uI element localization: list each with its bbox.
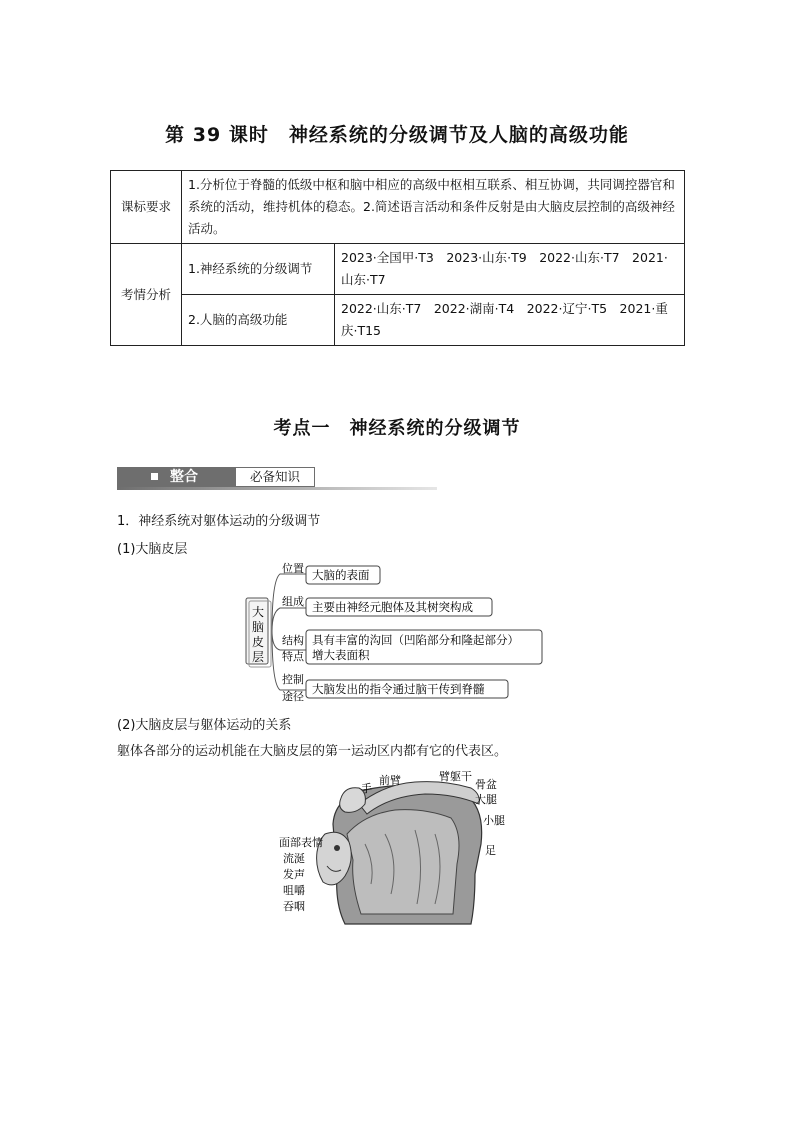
- paragraph: 躯体各部分的运动机能在大脑皮层的第一运动区内都有它的代表区。: [117, 744, 508, 759]
- label-drool: 流涎: [283, 852, 305, 865]
- banner-main: [117, 467, 235, 487]
- branch-label-control-2: 途径: [282, 690, 304, 702]
- exam-label: 考情分析: [111, 244, 182, 346]
- requirements-table: [110, 170, 685, 346]
- exam-refs-1: 2023·全国甲·T3 2023·山东·T9 2022·山东·T7 2021·山东·T7: [335, 244, 685, 295]
- exam-topic-1: 1.神经系统的分级调节: [182, 244, 335, 295]
- branch-content-position: 大脑的表面: [312, 568, 370, 582]
- root-char-1: 大: [251, 605, 265, 619]
- cortex-tree-diagram: [240, 560, 560, 702]
- label-hand: 手: [361, 782, 372, 795]
- branch-content-control: 大脑发出的指令通过脑干传到脊髓: [312, 682, 485, 696]
- banner-sub: 必备知识: [235, 467, 315, 487]
- branch-label-structure-1: 结构: [282, 634, 304, 647]
- root-char-4: 层: [251, 650, 265, 664]
- square-icon: [151, 473, 158, 480]
- branch-content-composition: 主要由神经元胞体及其树突构成: [312, 600, 473, 614]
- label-pelvis: 骨盆: [475, 778, 497, 791]
- label-voice: 发声: [283, 868, 305, 881]
- branch-content-structure-2: 增大表面积: [312, 648, 370, 662]
- banner-main-label: 整合: [170, 469, 198, 485]
- label-chew: 咀嚼: [283, 884, 305, 897]
- curriculum-text: 1.分析位于脊髓的低级中枢和脑中相应的高级中枢相互联系、相互协调，共同调控器官和系统的活动，维持机体的稳态。2.简述语言活动和条件反射是由大脑皮层控制的高级神经活动。: [182, 171, 685, 244]
- label-arm-trunk: 臂躯干: [439, 770, 472, 783]
- label-thigh: 大腿: [475, 793, 497, 806]
- heading-1-2: (2)大脑皮层与躯体运动的关系: [117, 718, 292, 733]
- branch-content-structure-1: 具有丰富的沟回（凹陷部分和隆起部分）: [312, 633, 519, 647]
- heading-1: 1．神经系统对躯体运动的分级调节: [117, 514, 321, 529]
- label-swallow: 吞咽: [283, 900, 305, 913]
- label-calf: 小腿: [483, 814, 505, 827]
- exam-refs-2: 2022·山东·T7 2022·湖南·T4 2022·辽宁·T5 2021·重庆·T15: [335, 295, 685, 346]
- branch-label-composition: 组成: [282, 595, 304, 608]
- motor-cortex-figure: [275, 764, 535, 930]
- exam-topic-2: 2.人脑的高级功能: [182, 295, 335, 346]
- label-foot: 足: [485, 844, 496, 857]
- label-forearm: 前臂: [379, 774, 401, 787]
- branch-label-control-1: 控制: [282, 673, 304, 686]
- root-char-3: 皮: [251, 635, 265, 649]
- label-face: 面部表情: [279, 836, 323, 849]
- branch-label-position: 位置: [282, 562, 304, 575]
- curriculum-label: 课标要求: [111, 171, 182, 244]
- banner-underline: [117, 487, 437, 490]
- page-title: 第 39 课时 神经系统的分级调节及人脑的高级功能: [165, 124, 629, 146]
- section-banner: [117, 467, 437, 491]
- branch-label-structure-2: 特点: [282, 650, 304, 663]
- root-char-2: 脑: [251, 620, 265, 634]
- section-title: 考点一 神经系统的分级调节: [273, 418, 521, 439]
- heading-1-1: (1)大脑皮层: [117, 542, 188, 557]
